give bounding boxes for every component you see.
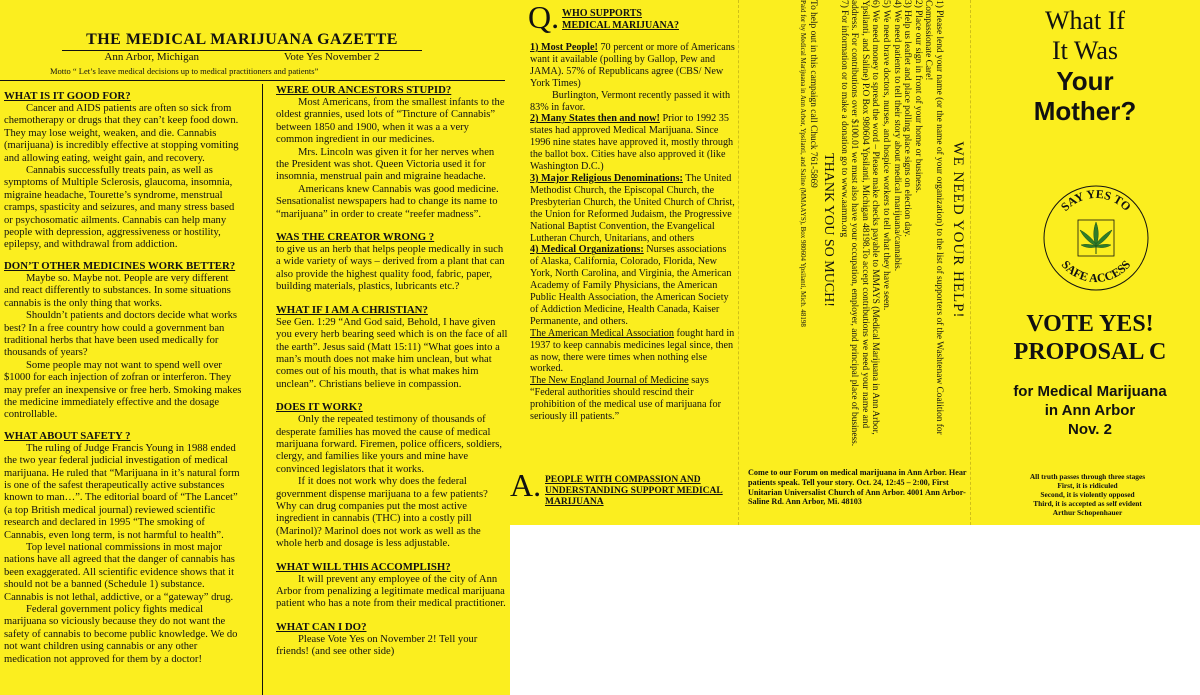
section-heading: DOES IT WORK?: [276, 401, 363, 414]
cover-title: [980, 6, 1190, 126]
gazette-vote: Vote Yes November 2: [283, 51, 380, 63]
paragraph: to give us an herb that helps people medically in such a wide variety of ways – derived from a plant that can also provide the highest quality food, fabric, paper, building materials, plastics, lubricants etc.?: [276, 244, 505, 293]
section-heading: WHAT WILL THIS ACCOMPLISH?: [276, 560, 451, 573]
help-item: 1) Please lend your name (or the name of your organization) to the list of supporters of the Washtenaw Coalition for Compassionate Care!: [923, 0, 944, 435]
answer-text: PEOPLE WITH COMPASSION AND UNDERSTANDING SUPPORT MEDICAL MARIJUANA: [545, 475, 723, 507]
supporter-item: 1) Most People! 70 percent or more of Americans want it available (polling by Gallop, Pew and JAMA). 57% of Republicans agree (CBS/ New York Times): [530, 42, 735, 89]
fold-line: [738, 0, 739, 525]
paragraph: Federal government policy fights medical marijuana so viciously because they do not want the safety of cannabis to become public knowledge. We do not want children using cannabis or any other medication not approved for them by a doctor!: [4, 604, 238, 665]
column-left: [4, 90, 244, 666]
paragraph: Mrs. Lincoln was given it for her nerves when the President was shot. Queen Victoria used it for insomnia, menstrual pain and migraine headache.: [276, 146, 495, 183]
section-heading: WHAT CAN I DO?: [276, 620, 367, 633]
forum-notice: Come to our Forum on medical marijuana in Ann Arbor. Hear patients speak. Tell your story. Oct. 24, 12:45 – 2:00, First Unitarian Universalist Church of Ann Arbor. 4001 Ann Arbor-Saline Rd. Ann Arbor, Mi. 48103: [748, 468, 967, 507]
quote-line: All truth passes through three stages: [1029, 472, 1146, 481]
help-item: 5) We need brave doctors, nurses, and hospice workers to tell what they have seen.: [881, 0, 892, 311]
help-item: 7) For information or to make a donation go to www.aamm.org: [838, 0, 849, 238]
quote-line: First, it is ridiculed: [1057, 481, 1118, 490]
gazette-page: [0, 0, 510, 695]
paragraph: Cancer and AIDS patients are often so sick from chemotherapy or drugs that they can’t keep food down. They may lose weight, weaken, and die. Cannabis (marijuana) is incredibly effective at stopping vomiting and allowing eating, weight gain, and recovery.: [4, 103, 239, 164]
quote-line: Second, it is violently opposed: [1040, 490, 1135, 499]
cover-line: Mother?: [1033, 96, 1137, 126]
cover-line: It Was: [1051, 36, 1119, 65]
thanks-text: THANK YOU SO MUCH!: [821, 153, 837, 307]
column-divider: [262, 84, 263, 695]
help-item: 6) We need money to spread the word – Please make checks payable to MMAYS (Medical Marijuana in Ann Arbor, Ypsilanti, and Saline) P.O Box 980604 Ypsilanti, Michigan 48198.To accept contributions we need your name and address. For contributions over $100.01 we must also have your occupation, employer, and principal place of business.: [849, 0, 881, 447]
section-heading: WHAT IS IT GOOD FOR?: [4, 90, 131, 102]
gazette-title: THE MEDICAL MARIJUANA GAZETTE: [62, 31, 422, 51]
section-heading: WAS THE CREATOR WRONG ?: [276, 231, 435, 244]
schopenhauer-quote: [980, 472, 1195, 517]
paragraph: Please Vote Yes on November 2! Tell your friends! (and see other side): [276, 633, 478, 658]
supporter-item: The New England Journal of Medicine says “Federal authorities should rescind their prohibition of the medical use of marijuana for seriously ill patients.”: [530, 375, 721, 423]
paragraph: Americans knew Cannabis was good medicine. Sensationalist newspapers had to change its name to “marijuana” in order to create “reefer madness”.: [276, 183, 499, 220]
gazette-place: Ann Arbor, Michigan: [104, 51, 199, 63]
supporter-item: The American Medical Association fought hard in 1937 to keep cannabis medicines legal since, then as now, there were times when nothing else worked.: [530, 327, 735, 375]
answer-letter: A.: [510, 467, 542, 503]
paragraph: Only the repeated testimony of thousands of desperate families has moved the cause of medical marijuana forward. Firemen, police officers, soldiers, clergy, and families like yours and mine have convinced legislators that it works.: [276, 414, 503, 475]
paragraph: See Gen. 1:29 “And God said, Behold, I have given you every herb bearing seed which is on the face of all the earth”. Jesus said (Matt 15:11) “What goes into a man’s mouth does not make him unclean, but what comes out of his mouth, that is what makes him unclean”. Christians believe in compassion.: [276, 316, 508, 390]
help-heading: WE NEED YOUR HELP!: [950, 141, 966, 319]
help-item: 3) Help us leaflet and place polling place signs on election day.: [902, 0, 913, 237]
paragraph: If it does not work why does the federal government dispense marijuana to a few patients? Why can drug companies put the most active ingredient in cannabis (THC) into a costly pill (Marinol)? Marinol does not work as well as the whole herb and dosage is less adjustable.: [276, 476, 488, 550]
cannabis-leaf-icon: [1080, 222, 1112, 254]
gazette-motto: Motto “ Let’s leave medical decisions up to medical practitioners and patients”: [50, 66, 319, 76]
supporter-item: 4) Medical Organizations: Nurses associations of Alaska, California, Colorado, Florida, New York, North Carolina, and Virginia, the American Academy of Family Physicians, the American Public Health Association, the American Society of Addiction Medicine, Health Canada, Kaiser Permanente, and others.: [530, 244, 732, 327]
help-item: 2) Place our sign in front of your home or business.: [912, 0, 923, 193]
paragraph: Cannabis successfully treats pain, as well as symptoms of Multiple Sclerosis, glaucoma, insomnia, migraine headache, Tourette’s syndrome, menstrual cramps, spasticity and seizures, and many stress based or psychosomatic ailments. Cannabis can help many people with depression, aggressiveness or hostility, epilepsy, and withdrawal from addiction.: [4, 165, 235, 251]
seal-bottom-text: SAFE ACCESS: [1058, 257, 1134, 286]
safe-access-seal-icon: [1038, 180, 1154, 296]
question-heading-line: WHO SUPPORTS: [562, 8, 642, 19]
paragraph: Some people may not want to spend well over $1000 for each injection of zofran or interferon. They may prefer an inexpensive or free herb. Smoking makes the medicine immediately effective and the dosage controllable.: [4, 359, 242, 421]
section-heading: WHAT ABOUT SAFETY ?: [4, 429, 131, 442]
paragraph: Top level national commissions in most major nations have all agreed that the danger of cannabis has been exaggerated. All scientific evidence shows that it should not be a banned (Schedule 1) substance. Cannabis is not lethal, addictive, or a “gateway” drug.: [4, 542, 235, 603]
section-heading: WERE OUR ANCESTORS STUPID?: [276, 84, 452, 96]
header-rule: [0, 80, 505, 81]
proposal-line: Nov. 2: [1068, 421, 1112, 438]
vote-heading: [975, 310, 1200, 366]
proposal-line: for Medical Marijuana: [1013, 383, 1167, 400]
section-heading: DON’T OTHER MEDICINES WORK BETTER?: [4, 259, 236, 272]
question-heading: [562, 8, 732, 32]
gazette-subtitle: [62, 51, 422, 63]
section-heading: WHAT IF I AM A CHRISTIAN?: [276, 303, 428, 316]
paid-for-text: Paid for by Medical Marijuana in Ann Arbor, Ypsilanti, and Saline (MMAAYS), Box 980604 Ypsilanti, Mich. 48198: [799, 0, 808, 327]
proposal-details: [980, 382, 1200, 439]
help-list: [799, 0, 944, 460]
column-right: [276, 84, 508, 659]
quote-line: Third, it is accepted as self evident: [1033, 499, 1142, 508]
paragraph: Most Americans, from the smallest infants to the oldest grannies, used lots of “Tincture of Cannabis” between 1850 and 1900, when it was a a very common ingredient in our medicines.: [276, 97, 505, 146]
trifold-page: [510, 0, 1200, 525]
paragraph: Maybe so. Maybe not. People are very different and react differently to substances. In some situations cannabis is the only thing that works.: [4, 272, 231, 309]
call-text: To help out in this campaign call Chuck 761-5869: [808, 0, 819, 188]
help-item: 4) We need patients to tell their story about medical marijuana/cannabis.: [891, 0, 902, 272]
quote-author: Arthur Schopenhauer: [1052, 508, 1123, 517]
seal-top-text: SAY YES TO: [1058, 186, 1134, 214]
paragraph: It will prevent any employee of the city of Ann Arbor from penalizing a legitimate medical marijuana patient who has a note from their medical practitioner.: [276, 573, 506, 610]
supporter-item: Burlington, Vermont recently passed it with 83% in favor.: [530, 89, 731, 113]
help-panel: [748, 0, 966, 460]
fold-line: [970, 0, 971, 525]
question-letter: Q.: [528, 0, 560, 35]
paragraph: Shouldn’t patients and doctors decide what works best? In a free country how could a government ban traditional herbs that have been used medically for thousands of years?: [4, 310, 238, 359]
proposal-line: in Ann Arbor: [1044, 402, 1136, 419]
supporter-item: 3) Major Religious Denominations: The United Methodist Church, the Episcopal Church, the Presbyterian Church, the United Church of Christ, the Union for Reformed Judaism, the Progressive National Baptist Convention, the Evangelical Lutheran Church, Unitarians, and others: [530, 172, 735, 244]
vote-line: PROPOSAL C: [1013, 339, 1167, 365]
question-heading-line: MEDICAL MARIJUANA?: [562, 20, 679, 31]
supporter-item: 2) Many States then and now! Prior to 1992 35 states had approved Medical Marijuana. Since 1996 nine states have approved it, mostly through the ballot box. Cities have also approved it (like Washington D.C.): [530, 113, 734, 173]
supporters-list: [530, 42, 735, 423]
cover-line: What If: [1044, 6, 1126, 35]
cover-line: Your: [1056, 66, 1114, 96]
paragraph: The ruling of Judge Francis Young in 1988 ended the two year federal judicial investigation of medical marijuana. He ruled that “Marijuana in it’s natural form is one of the safest therapeutically active substances known to man…”. The editorial board of “The Lancet” (a top British medical journal) reviewed scientific research and declared in 1995 “The smoking of Cannabis, even long term, is not harmful to health”.: [4, 442, 240, 541]
vote-line: VOTE YES!: [1026, 311, 1154, 337]
